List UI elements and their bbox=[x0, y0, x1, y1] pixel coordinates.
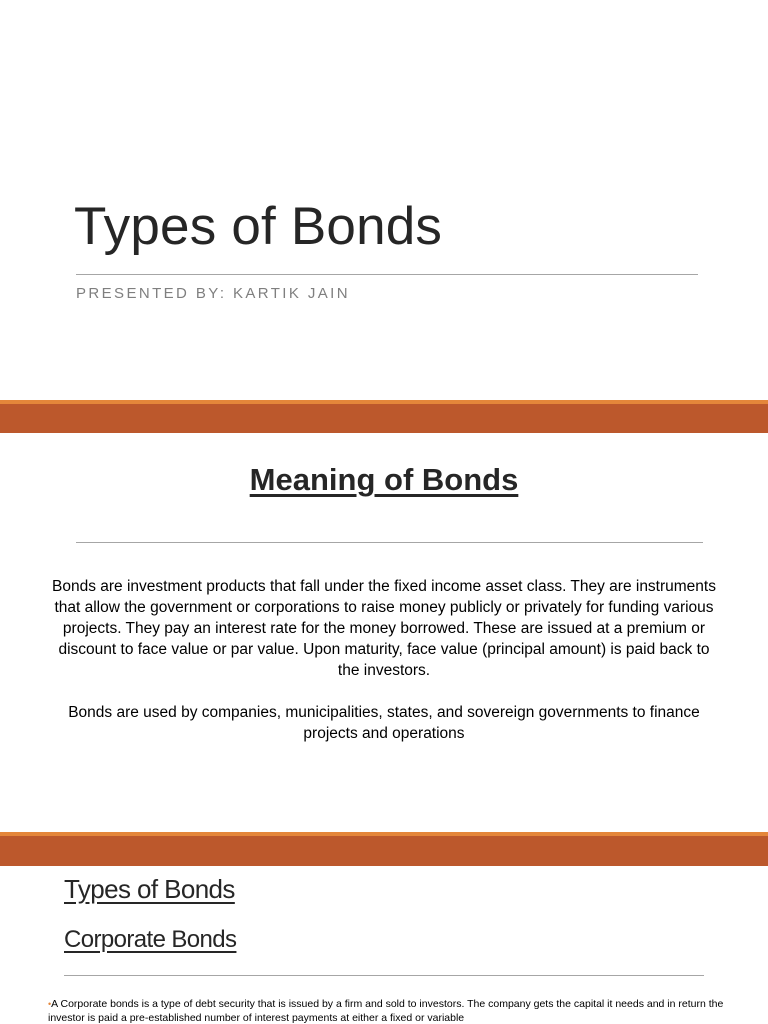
title-divider bbox=[76, 274, 698, 275]
bullet-icon: • bbox=[48, 999, 52, 1009]
usage-paragraph: Bonds are used by companies, municipalities, states, and sovereign governments to finance projects and operations bbox=[68, 704, 700, 742]
types-divider bbox=[64, 975, 704, 976]
slide-separator-band bbox=[0, 400, 768, 433]
meaning-title: Meaning of Bonds bbox=[249, 462, 519, 497]
corporate-bonds-subheading: Corporate Bonds bbox=[64, 926, 237, 953]
corporate-bond-bullet bbox=[48, 997, 728, 1024]
slide-separator-band bbox=[0, 832, 768, 866]
types-heading: Types of Bonds bbox=[64, 874, 235, 904]
bullet-text: A Corporate bonds is a type of debt security that is issued by a firm and sold to investors. The company gets the capital it needs and in return the investor is paid a pre-established number of interest payments at either a fixed or variable bbox=[48, 998, 724, 1024]
meaning-paragraph: Bonds are investment products that fall under the fixed income asset class. They are instruments that allow the government or corporations to raise money publicly or privately for funding various projects. They pay an interest rate for the money borrowed. These are issued at a premium or discount to face value or par value. Upon maturity, face value (principal amount) is paid back to the investors. bbox=[52, 578, 716, 679]
presentation-title: Types of Bonds bbox=[74, 197, 443, 256]
meaning-divider bbox=[76, 542, 703, 543]
title-slide bbox=[0, 0, 768, 400]
presenter-subtitle: PRESENTED BY: KARTIK JAIN bbox=[76, 285, 350, 302]
